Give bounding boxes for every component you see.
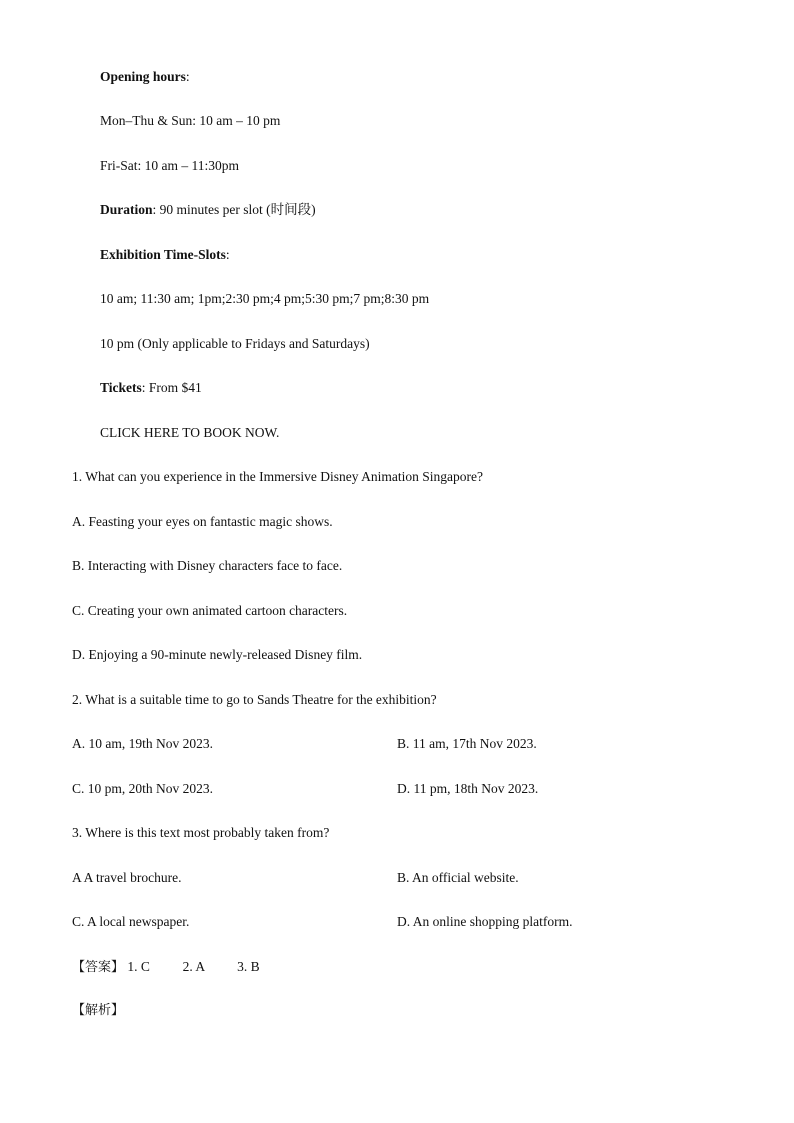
- question-2-stem: 2. What is a suitable time to go to Sands Theatre for the exhibition?: [72, 692, 437, 707]
- time-slots-label: Exhibition Time-Slots: [100, 247, 226, 262]
- question-1-stem: 1. What can you experience in the Immersive Disney Animation Singapore?: [72, 469, 484, 484]
- answer-1: 1. C: [127, 959, 150, 974]
- question-2-option-a: A. 10 am, 19th Nov 2023.: [72, 736, 213, 751]
- tickets-line: [100, 379, 202, 397]
- opening-hours-colon: :: [185, 69, 190, 84]
- opening-hours-label: Opening hours: [100, 69, 186, 84]
- answer-2: 2. A: [182, 959, 205, 974]
- answer-3: 3. B: [237, 959, 260, 974]
- analysis-label: 【解析】: [72, 1003, 125, 1018]
- answer-line: [72, 958, 260, 977]
- question-2-option-c: C. 10 pm, 20th Nov 2023.: [72, 781, 214, 796]
- duration-text: : 90 minutes per slot (时间段): [152, 202, 316, 217]
- tickets-label: Tickets: [100, 380, 142, 395]
- time-slots-heading: [100, 246, 230, 264]
- question-1-option-b: B. Interacting with Disney characters face to face.: [72, 558, 343, 573]
- question-2-option-b: B. 11 am, 17th Nov 2023.: [397, 736, 537, 751]
- question-1-option-c: C. Creating your own animated cartoon characters.: [72, 603, 348, 618]
- question-3-option-b: B. An official website.: [397, 870, 519, 885]
- time-slots-list: 10 am; 11:30 am; 1pm;2:30 pm;4 pm;5:30 pm;7 pm;8:30 pm: [100, 291, 430, 306]
- time-slots-extra: 10 pm (Only applicable to Fridays and Saturdays): [100, 336, 370, 351]
- question-1-option-a: A. Feasting your eyes on fantastic magic shows.: [72, 514, 333, 529]
- time-slots-colon: :: [225, 247, 230, 262]
- question-3-stem: 3. Where is this text most probably taken from?: [72, 825, 330, 840]
- answer-label: 【答案】: [72, 960, 125, 975]
- question-1-option-d: D. Enjoying a 90-minute newly-released Disney film.: [72, 647, 363, 662]
- hours-weekday: Mon–Thu & Sun: 10 am – 10 pm: [100, 113, 281, 128]
- duration-line: [100, 201, 316, 219]
- book-now-link[interactable]: CLICK HERE TO BOOK NOW.: [100, 425, 280, 440]
- question-3-option-a: A A travel brochure.: [72, 870, 182, 885]
- question-3-option-d: D. An online shopping platform.: [397, 914, 573, 929]
- opening-hours-heading: [100, 68, 190, 86]
- hours-weekend: Fri-Sat: 10 am – 11:30pm: [100, 158, 239, 173]
- tickets-text: : From $41: [141, 380, 202, 395]
- duration-label: Duration: [100, 202, 153, 217]
- question-2-option-d: D. 11 pm, 18th Nov 2023.: [397, 781, 539, 796]
- question-3-option-c: C. A local newspaper.: [72, 914, 190, 929]
